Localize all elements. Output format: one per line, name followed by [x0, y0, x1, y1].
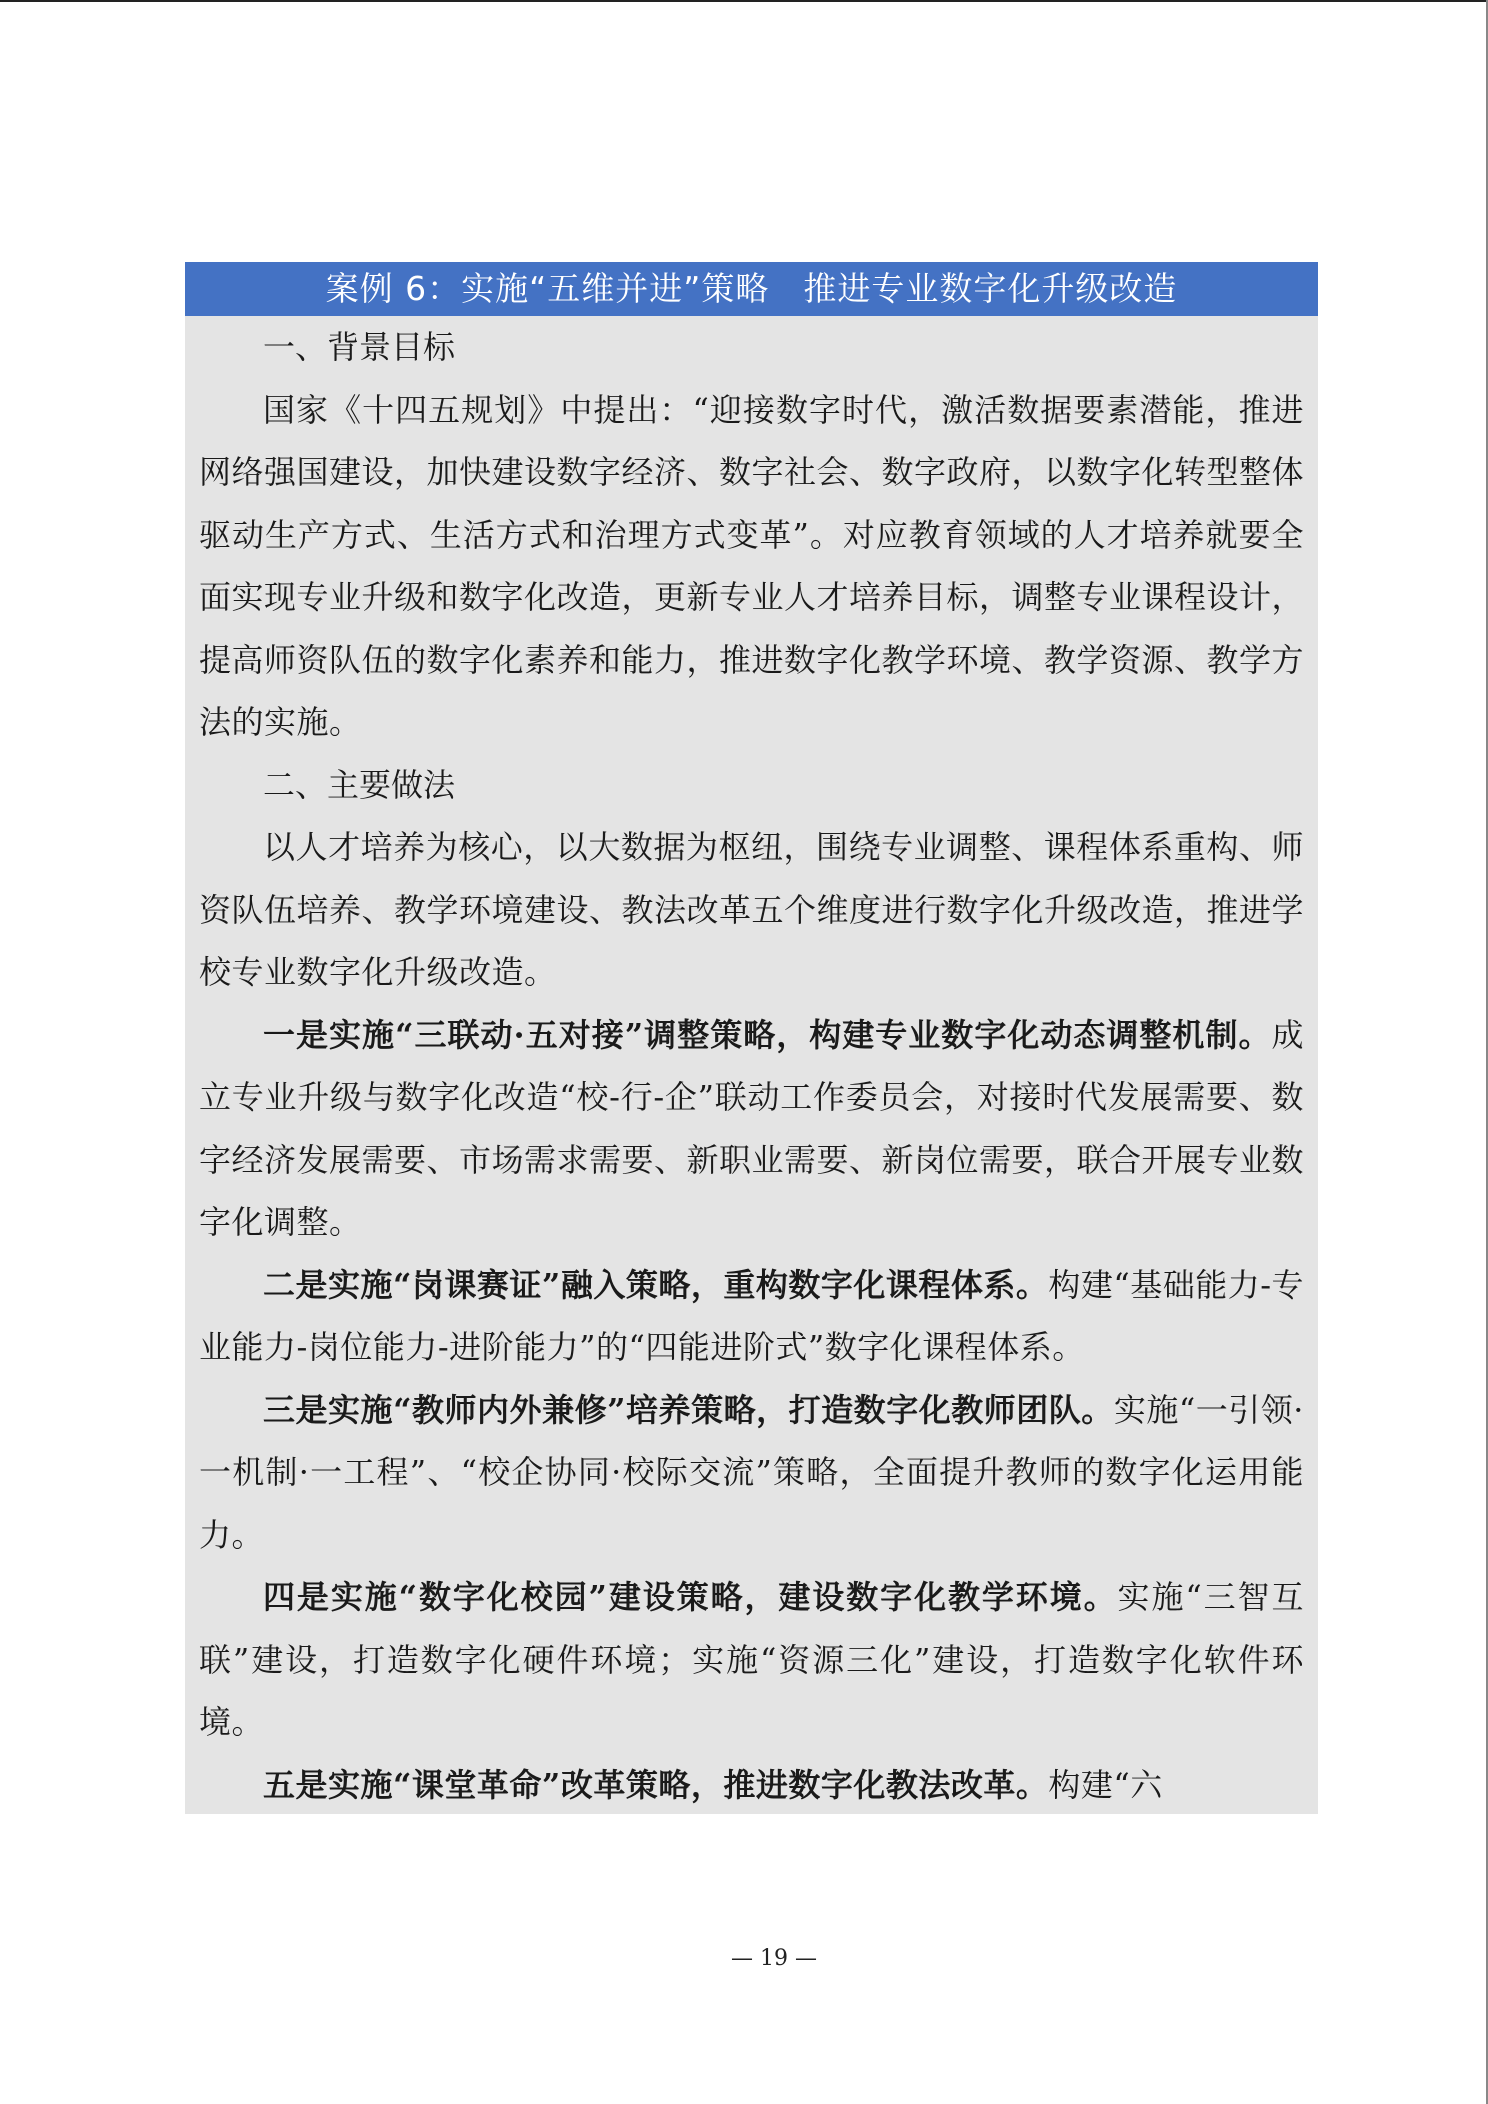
practice-item-1	[199, 1004, 1304, 1254]
practice-item-3-lead: 三是实施“教师内外兼修”培养策略，打造数字化教师团队。	[263, 1390, 1114, 1429]
practice-item-1-lead: 一是实施“三联动·五对接”调整策略，构建专业数字化动态调整机制。	[263, 1015, 1272, 1054]
practice-item-5-lead: 五是实施“课堂革命”改革策略，推进数字化教法改革。	[263, 1765, 1049, 1804]
practice-item-3	[199, 1379, 1304, 1567]
background-paragraph: 国家《十四五规划》中提出：“迎接数字时代，激活数据要素潜能，推进网络强国建设，加快建设数字经济、数字社会、数字政府，以数字化转型整体驱动生产方式、生活方式和治理方式变革”。对应教育领域的人才培养就要全面实现专业升级和数字化改造，更新专业人才培养目标，调整专业课程设计，提高师资队伍的数字化素养和能力，推进数字化教学环境、教学资源、教学方法的实施。	[199, 390, 1305, 741]
section-heading-practices: 二、主要做法	[263, 765, 456, 804]
practice-item-2-text: 构建“基础能力-专业能力-岗位能力-进阶能力”的“四能进阶式”数字化课程体系。	[199, 1265, 1305, 1366]
practice-item-4-lead: 四是实施“数字化校园”建设策略，建设数字化教学环境。	[263, 1578, 1118, 1616]
practice-item-4	[199, 1566, 1304, 1754]
practice-item-2	[199, 1254, 1304, 1379]
page-top-border	[0, 0, 1488, 2]
practice-item-5	[199, 1754, 1304, 1815]
practice-item-3-text: 实施“一引领·一机制·一工程”、“校企协同·校际交流”策略，全面提升教师的数字化运用能力。	[199, 1390, 1304, 1554]
page-number: — 19 —	[731, 1946, 817, 1971]
case-box	[185, 262, 1318, 1814]
practice-item-5-text: 构建“六	[1048, 1765, 1163, 1804]
practice-item-4-text: 实施“三智互联”建设，打造数字化硬件环境；实施“资源三化”建设，打造数字化软件环境。	[199, 1578, 1304, 1741]
practice-item-2-lead: 二是实施“岗课赛证”融入策略，重构数字化课程体系。	[263, 1265, 1049, 1304]
section-heading-background: 一、背景目标	[263, 328, 456, 366]
case-body	[185, 316, 1318, 1814]
case-title: 案例 6：实施“五维并进”策略 推进专业数字化升级改造	[185, 262, 1318, 316]
practices-intro-paragraph: 以人才培养为核心，以大数据为枢纽，围绕专业调整、课程体系重构、师资队伍培养、教学环境建设、教法改革五个维度进行数字化升级改造，推进学校专业数字化升级改造。	[199, 828, 1305, 991]
practice-item-1-text: 成立专业升级与数字化改造“校-行-企”联动工作委员会，对接时代发展需要、数字经济发展需要、市场需求需要、新职业需要、新岗位需要，联合开展专业数字化调整。	[199, 1015, 1305, 1241]
